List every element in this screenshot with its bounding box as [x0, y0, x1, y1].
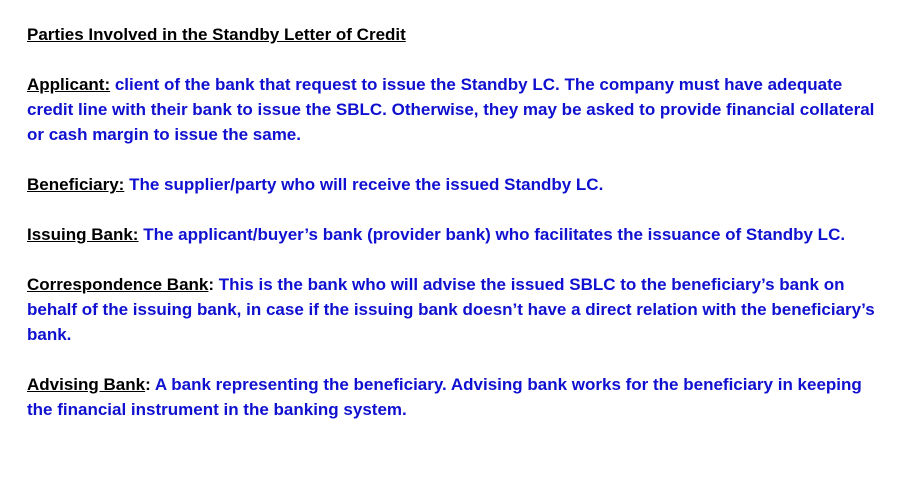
entry-correspondence-bank: [27, 272, 889, 347]
term-issuing-bank: Issuing Bank:: [27, 225, 139, 244]
term-colon: :: [208, 275, 215, 294]
term-colon: :: [145, 375, 151, 394]
definition-beneficiary: The supplier/party who will receive the issued Standby LC.: [129, 175, 604, 194]
term-applicant: Applicant:: [27, 75, 111, 94]
definition-applicant: client of the bank that request to issue the Standby LC. The company must have adequate credit line with their bank to issue the SBLC. Otherwise, they may be asked to provide financial collateral or cash margin to issue the same.: [27, 75, 875, 144]
entry-issuing-bank: [27, 222, 889, 247]
document-body: [27, 22, 889, 447]
definition-advising-bank: A bank representing the beneficiary. Advising bank works for the beneficiary in keeping the financial instrument in the banking system.: [27, 375, 862, 419]
entry-beneficiary: [27, 172, 889, 197]
term-advising-bank: Advising Bank: [27, 375, 146, 394]
definition-correspondence-bank: This is the bank who will advise the issued SBLC to the beneficiary’s bank on behalf of the issuing bank, in case if the issuing bank doesn’t have a direct relation with the beneficiary’s bank.: [27, 275, 875, 344]
entry-applicant: [27, 72, 889, 147]
term-beneficiary: Beneficiary:: [27, 175, 125, 194]
page-title: Parties Involved in the Standby Letter of Credit: [27, 25, 406, 44]
entry-advising-bank: [27, 372, 889, 422]
term-correspondence-bank: Correspondence Bank: [27, 275, 209, 294]
definition-issuing-bank: The applicant/buyer’s bank (provider bank) who facilitates the issuance of Standby LC.: [143, 225, 846, 244]
